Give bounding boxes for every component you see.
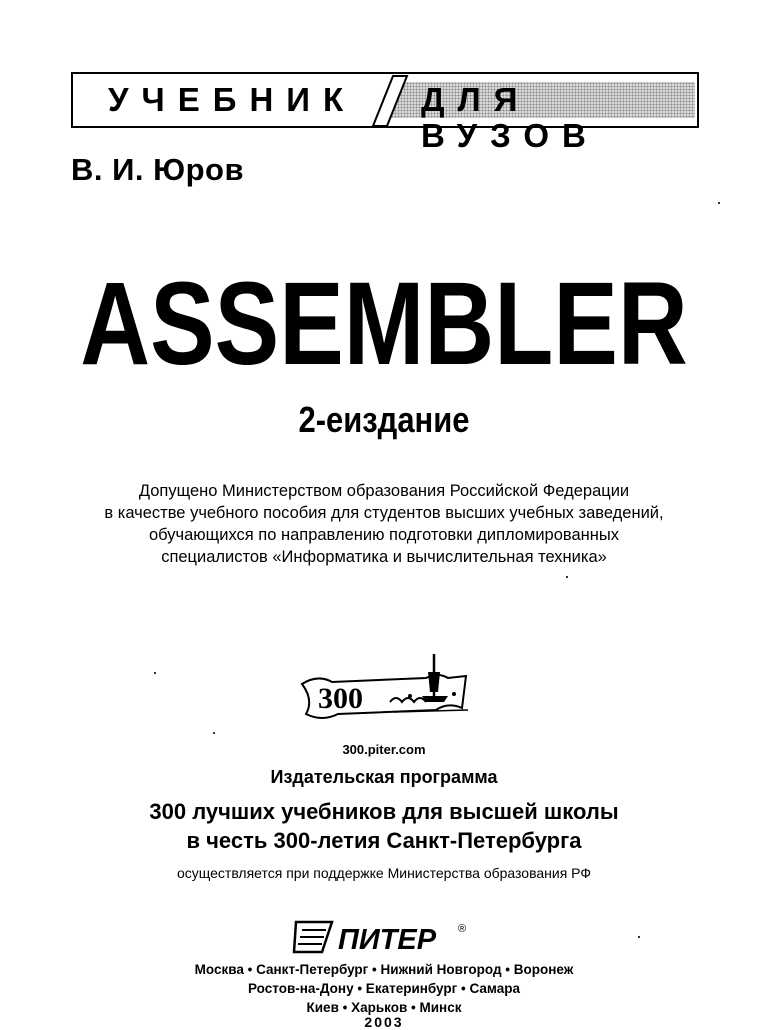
scan-speck [154,672,156,674]
scan-speck [718,202,720,204]
publisher-cities [0,960,768,1017]
cities-line: Киев • Харьков • Минск [306,1000,462,1015]
publisher-logo [292,916,482,958]
approval-line: в качестве учебного пособия для студентов высших учебных заведений, [104,504,664,522]
book-title: ASSEMBLER [80,258,688,390]
program-title [0,797,768,855]
anniversary-number: 300 [318,682,363,715]
publication-year: 2003 [364,1014,404,1030]
program-title-line: в честь 300-летия Санкт-Петербурга [186,828,582,853]
program-website: 300.piter.com [342,742,426,757]
approval-line: Допущено Министерством образования Российской Федерации [138,482,630,500]
anniversary-logo [298,652,476,738]
author: В. И. Юров [71,152,245,187]
series-banner [71,72,699,154]
publisher-name: ПИТЕР [338,924,437,956]
series-label-right: ДЛЯ ВУЗОВ [391,82,695,118]
approval-line: обучающихся по направлению подготовки дипломированных [149,526,619,544]
series-label-left: УЧЕБНИК [108,81,357,118]
scan-speck [638,936,640,938]
approval-statement [0,480,768,568]
cities-line: Ростов-на-Дону • Екатеринбург • Самара [248,981,520,996]
program-title-line: 300 лучших учебников для высшей школы [149,799,619,824]
program-support: осуществляется при поддержке Министерства образования РФ [176,865,592,881]
program-label: Издательская программа [270,767,498,787]
registered-mark: ® [458,923,467,935]
series-divider [371,72,409,130]
cities-line: Москва • Санкт-Петербург • Нижний Новгород • Воронеж [194,962,574,977]
scan-speck [213,732,215,734]
scan-speck [566,576,568,578]
approval-line: специалистов «Информатика и вычислительная техника» [161,548,607,566]
edition: 2-еиздание [298,399,470,440]
